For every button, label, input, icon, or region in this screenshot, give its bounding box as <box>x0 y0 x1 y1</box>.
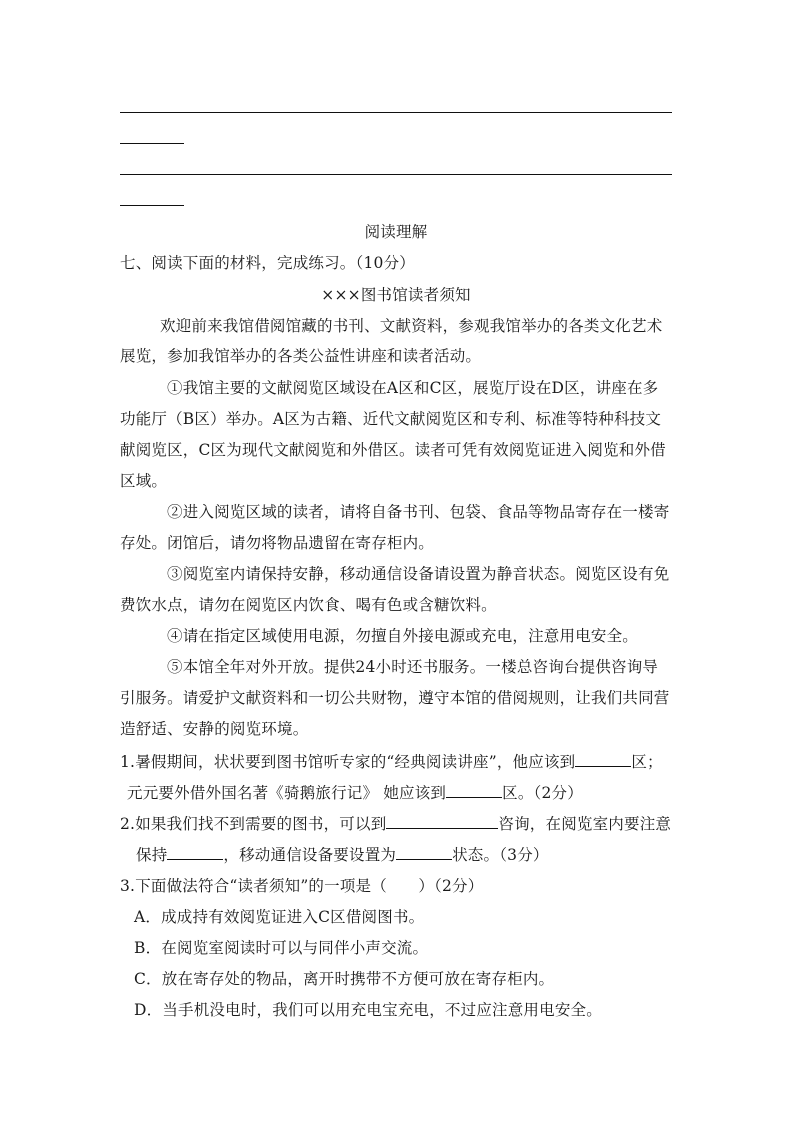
q1-blank-2[interactable] <box>446 782 502 798</box>
q2-text-a: 2.如果我们找不到需要的图书，可以到 <box>120 815 387 833</box>
section-title: 阅读理解 <box>364 223 428 241</box>
question7-heading: 七、阅读下面的材料，完成练习。（10分） <box>120 254 415 272</box>
q1-text-d: 区。（2分） <box>502 784 583 802</box>
rule5-line: 造舒适、安静的阅览环境。 <box>120 720 309 738</box>
q3-option-b[interactable]: B．在阅览室阅读时可以与同伴小声交流。 <box>134 939 429 957</box>
q2-blank-3[interactable] <box>396 844 452 860</box>
question1-line2 <box>127 782 583 803</box>
answer-line-2 <box>120 174 672 175</box>
q3-option-a[interactable]: A．成成持有效阅览证进入C区借阅图书。 <box>134 908 425 926</box>
q1-text-a: 1.暑假期间，状状要到图书馆听专家的“经典阅读讲座”，他应该到 <box>120 753 576 771</box>
notice-intro-line: 展览，参加我馆举办的各类公益性讲座和读者活动。 <box>120 347 482 365</box>
rule1-line: 献阅览区，C区为现代文献阅览和外借区。读者可凭有效阅览证进入阅览和外借 <box>120 441 666 459</box>
rule4-line: ④请在指定区域使用电源，勿擅自外接电源或充电，注意用电安全。 <box>167 627 639 645</box>
q2-blank-1[interactable] <box>386 813 498 829</box>
rule5-line: 引服务。请爱护文献资料和一切公共财物，遵守本馆的借阅规则，让我们共同营 <box>120 689 670 707</box>
rule1-line: 功能厅（B区）举办。A区为古籍、近代文献阅览区和专利、标准等特种科技文 <box>120 410 662 428</box>
q2-text-e: 状态。（3分） <box>452 846 549 864</box>
q1-text-c: 元元要外借外国名著《骑鹅旅行记》 她应该到 <box>127 784 447 802</box>
rule5-line: ⑤本馆全年对外开放。提供24小时还书服务。一楼总咨询台提供咨询导 <box>167 658 659 676</box>
q1-text-b: 区； <box>631 753 663 771</box>
q2-blank-2[interactable] <box>167 844 223 860</box>
rule1-line: ①我馆主要的文献阅览区域设在A区和C区，展览厅设在D区，讲座在多 <box>167 379 659 397</box>
rule3-line: ③阅览室内请保持安静，移动通信设备请设置为静音状态。阅览区设有免 <box>167 565 670 583</box>
rule1-line: 区域。 <box>120 472 168 490</box>
question1-line1 <box>120 751 663 772</box>
notice-title: ×××图书馆读者须知 <box>321 286 471 304</box>
q3-option-d[interactable]: D．当手机没电时，我们可以用充电宝充电，不过应注意用电安全。 <box>134 1001 602 1019</box>
question2-line2 <box>136 844 549 865</box>
question3-stem: 3.下面做法符合“读者须知”的一项是（ ）（2分） <box>120 877 484 895</box>
answer-line-1 <box>120 112 672 113</box>
q2-text-d: ，移动通信设备要设置为 <box>223 846 397 864</box>
answer-line-2-tail <box>120 205 184 206</box>
rule2-line: ②进入阅览区域的读者，请将自备书刊、包袋、食品等物品寄存在一楼寄 <box>167 503 670 521</box>
question2-line1 <box>120 813 671 834</box>
answer-line-1-tail <box>120 143 184 144</box>
q1-blank-1[interactable] <box>575 751 631 767</box>
q2-text-c: 保持 <box>136 846 168 864</box>
rule2-line: 存处。闭馆后，请勿将物品遗留在寄存柜内。 <box>120 534 435 552</box>
rule3-line: 费饮水点，请勿在阅览区内饮食、喝有色或含糖饮料。 <box>120 596 497 614</box>
q3-option-c[interactable]: C．放在寄存处的物品，离开时携带不方便可放在寄存柜内。 <box>134 970 555 988</box>
q2-text-b: 咨询，在阅览室内要注意 <box>498 815 672 833</box>
notice-intro-line: 欢迎前来我馆借阅馆藏的书刊、文献资料，参观我馆举办的各类文化艺术 <box>160 317 663 335</box>
